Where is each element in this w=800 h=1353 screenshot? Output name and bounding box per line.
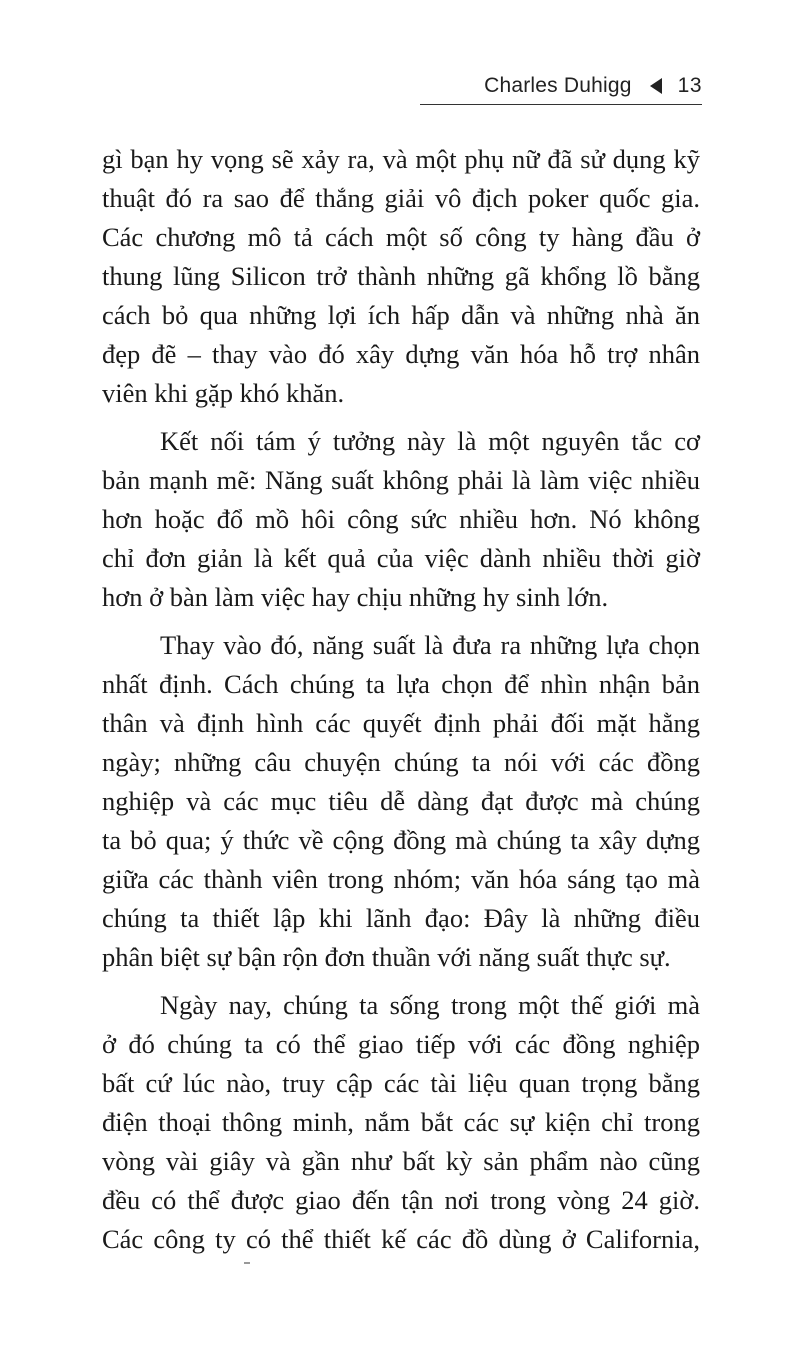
paragraph-3 xyxy=(102,626,700,977)
text-line: đều có thể được giao đến tận nơi trong vòng 24 giờ. xyxy=(102,1185,700,1215)
text-line: ở đó chúng ta có thể giao tiếp với các đồng nghiệp xyxy=(102,1029,700,1059)
text-line: đẹp đẽ – thay vào đó xây dựng văn hóa hỗ trợ nhân xyxy=(102,339,700,369)
print-speck xyxy=(244,1262,250,1264)
text-line: vòng vài giây và gần như bất kỳ sản phẩm nào cũng xyxy=(102,1146,700,1176)
paragraph-2 xyxy=(102,422,700,617)
text-line: thân và định hình các quyết định phải đối mặt hằng xyxy=(102,708,700,738)
body-text xyxy=(102,140,700,1259)
text-line: bản mạnh mẽ: Năng suất không phải là làm việc nhiều xyxy=(102,465,700,495)
text-line: chỉ đơn giản là kết quả của việc dành nhiều thời giờ xyxy=(102,543,700,573)
text-line: ngày; những câu chuyện chúng ta nói với các đồng xyxy=(102,747,700,777)
text-line: thung lũng Silicon trở thành những gã khổng lồ bằng xyxy=(102,261,700,291)
text-line: Các công ty có thể thiết kế các đồ dùng ở California, xyxy=(102,1224,700,1254)
text-line: Ngày nay, chúng ta sống trong một thế giới mà xyxy=(160,990,700,1020)
paragraph-1 xyxy=(102,140,700,413)
text-line: nhất định. Cách chúng ta lựa chọn để nhìn nhận bản xyxy=(102,669,700,699)
text-line: bất cứ lúc nào, truy cập các tài liệu quan trọng bằng xyxy=(102,1068,700,1098)
page-number: 13 xyxy=(677,74,702,97)
text-line: ta bỏ qua; ý thức về cộng đồng mà chúng ta xây dựng xyxy=(102,825,700,855)
text-line: thuật đó ra sao để thắng giải vô địch poker quốc gia. xyxy=(102,183,700,213)
text-line: giữa các thành viên trong nhóm; văn hóa sáng tạo mà xyxy=(102,864,700,894)
text-line: Kết nối tám ý tưởng này là một nguyên tắc cơ xyxy=(160,426,700,456)
text-line: chúng ta thiết lập khi lãnh đạo: Đây là những điều xyxy=(102,903,700,933)
running-head xyxy=(420,68,702,104)
left-triangle-icon xyxy=(650,78,662,94)
text-line: cách bỏ qua những lợi ích hấp dẫn và những nhà ăn xyxy=(102,300,700,330)
paragraph-4 xyxy=(102,986,700,1259)
author-name: Charles Duhigg xyxy=(484,74,632,97)
text-line: phân biệt sự bận rộn đơn thuần với năng suất thực sự. xyxy=(102,942,671,972)
text-line: Thay vào đó, năng suất là đưa ra những lựa chọn xyxy=(160,630,700,660)
text-line: điện thoại thông minh, nắm bắt các sự kiện chỉ trong xyxy=(102,1107,700,1137)
text-line: hơn ở bàn làm việc hay chịu những hy sinh lớn. xyxy=(102,582,609,612)
text-line: viên khi gặp khó khăn. xyxy=(102,378,345,408)
text-line: nghiệp và các mục tiêu dễ dàng đạt được mà chúng xyxy=(102,786,700,816)
text-line: Các chương mô tả cách một số công ty hàng đầu ở xyxy=(102,222,700,252)
text-line: gì bạn hy vọng sẽ xảy ra, và một phụ nữ đã sử dụng kỹ xyxy=(102,144,700,174)
header-rule xyxy=(420,104,702,105)
text-line: hơn hoặc đổ mồ hôi công sức nhiều hơn. Nó không xyxy=(102,504,700,534)
